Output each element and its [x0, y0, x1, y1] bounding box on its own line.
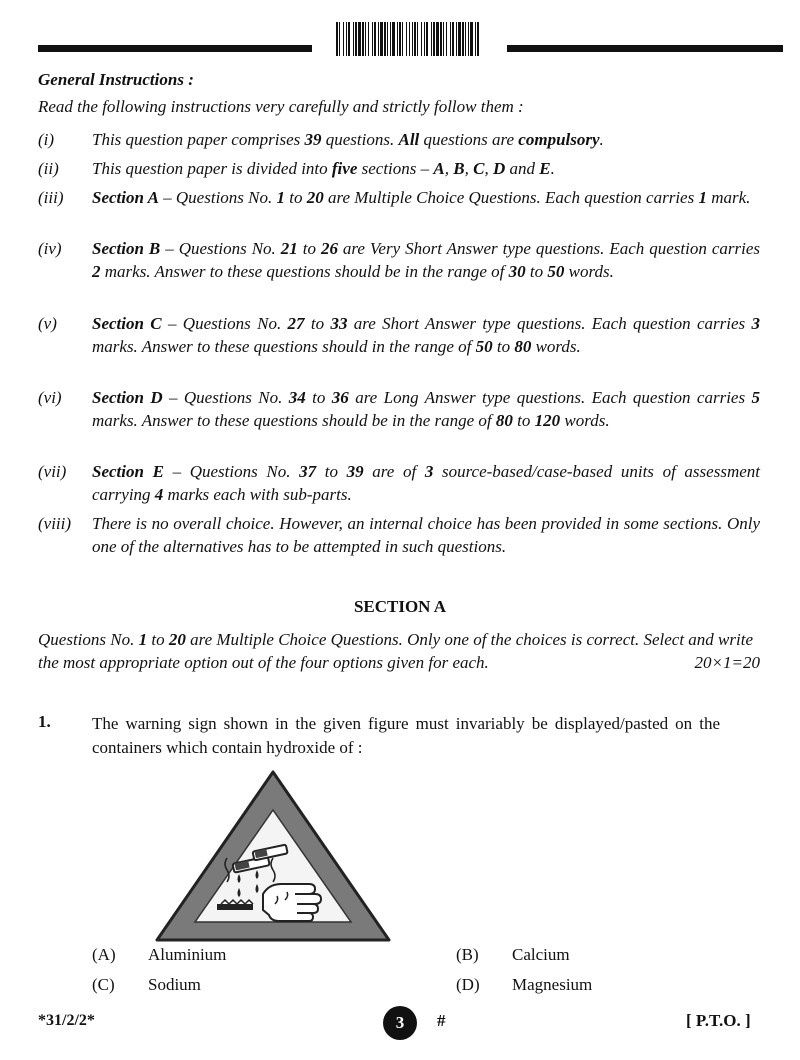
text-run: sections – [357, 159, 434, 178]
instruction-text [92, 128, 760, 151]
emphasis-text: E [539, 159, 551, 178]
text-run: , [464, 159, 474, 178]
text-run: are Very Short Answer type questions. Each question carries [337, 239, 760, 258]
barcode-bar [477, 22, 479, 56]
instruction-text [92, 186, 760, 209]
text-run: are of [363, 462, 425, 481]
emphasis-text: 2 [92, 262, 101, 281]
text-run: . [599, 130, 604, 149]
text-run: source-based/case-based units of assessment carrying [92, 462, 760, 504]
barcode-bar [414, 22, 416, 56]
emphasis-text: 21 [280, 239, 298, 258]
barcode-bar [346, 22, 347, 56]
emphasis-text: 20 [306, 188, 324, 207]
option-d [456, 975, 592, 995]
barcode-bar [417, 22, 418, 56]
option-label: (B) [456, 945, 479, 964]
text-run: are Short Answer type questions. Each question carries [347, 314, 752, 333]
barcode-bar [421, 22, 422, 56]
text-run: marks each with sub-parts. [163, 485, 352, 504]
emphasis-text: 80 [495, 411, 513, 430]
option-text: Aluminium [148, 945, 227, 964]
instruction-number: (vii) [38, 462, 67, 481]
emphasis-text: 30 [508, 262, 526, 281]
corrosive-hazard-icon [155, 770, 391, 942]
text-run: are Long Answer type questions. Each question carries [348, 388, 752, 407]
emphasis-text: 27 [287, 314, 305, 333]
option-c [92, 975, 201, 995]
pto-label: [ P.T.O. ] [686, 1011, 751, 1030]
barcode-bar [443, 22, 444, 56]
text-run: to [285, 188, 307, 207]
emphasis-text: 39 [346, 462, 364, 481]
emphasis-text: 36 [331, 388, 349, 407]
instructions-intro: Read the following instructions very carefully and strictly follow them : [38, 97, 524, 116]
barcode-bar [462, 22, 464, 56]
instruction-number: (iv) [38, 239, 62, 258]
text-run: There is no overall choice. However, an internal choice has been provided in some sections. Only one of the alternatives has to be attempted in such questions. [92, 514, 760, 556]
barcode-bar [409, 22, 410, 56]
option-text: Magnesium [512, 975, 593, 994]
text-run: – Questions No. [158, 188, 277, 207]
option-label: (C) [92, 975, 115, 994]
emphasis-text: 33 [330, 314, 348, 333]
emphasis-text: 50 [475, 337, 493, 356]
text-run: are Multiple Choice Questions. Only one of the choices is correct. Select and write the most appropriate option out of the four options given for each. [38, 630, 753, 672]
instruction-item [38, 512, 760, 558]
page-number-badge: 3 [383, 1006, 417, 1040]
emphasis-text: All [398, 130, 420, 149]
instruction-item [38, 186, 760, 209]
barcode-bar [475, 22, 476, 56]
text-run: and [505, 159, 540, 178]
emphasis-text: Section E [92, 462, 164, 481]
emphasis-text: Section D [92, 388, 163, 407]
option-text: Calcium [512, 945, 570, 964]
barcode-bar [458, 22, 461, 56]
instruction-item [38, 386, 760, 432]
barcode-bar [378, 22, 379, 56]
text-run: mark. [706, 188, 751, 207]
text-run: marks. Answer to these questions should be in the range of [100, 262, 509, 281]
barcode-bar [470, 22, 473, 56]
text-run: to [305, 388, 332, 407]
instruction-text [92, 312, 760, 358]
barcode-bar [446, 22, 447, 56]
emphasis-text: 39 [304, 130, 322, 149]
emphasis-text: A [433, 159, 445, 178]
emphasis-text: Section A [92, 188, 159, 207]
section-a-title: SECTION A [353, 597, 447, 616]
text-run: words. [564, 262, 614, 281]
text-run: are Multiple Choice Questions. Each question carries [323, 188, 699, 207]
question-number: 1. [38, 712, 51, 731]
barcode-bar [374, 22, 376, 56]
text-run: to [304, 314, 331, 333]
instructions-heading: General Instructions : [38, 70, 194, 89]
text-run: . [550, 159, 555, 178]
emphasis-text: 120 [534, 411, 561, 430]
section-a-marks: 20×1=20 [694, 653, 760, 672]
instruction-number: (ii) [38, 159, 59, 178]
hash-mark: # [437, 1011, 446, 1030]
barcode-bar [358, 22, 361, 56]
text-run: to [316, 462, 347, 481]
barcode-bar [390, 22, 391, 56]
barcode-bar [353, 22, 354, 56]
instruction-number: (vi) [38, 388, 62, 407]
emphasis-text: B [453, 159, 465, 178]
text-run: words. [531, 337, 581, 356]
text-run: to [147, 630, 169, 649]
text-run: to [525, 262, 548, 281]
text-run: – Questions No. [162, 388, 289, 407]
instruction-item [38, 312, 760, 358]
emphasis-text: 4 [154, 485, 164, 504]
header-rule-left [38, 45, 312, 52]
section-a-description [38, 628, 760, 674]
emphasis-text: compulsory [518, 130, 600, 149]
instruction-text [92, 386, 760, 432]
barcode-bar [452, 22, 454, 56]
emphasis-text: 3 [751, 314, 760, 333]
question-text: The warning sign shown in the given figure must invariably be displayed/pasted on the containers which contain hydroxide of : [92, 714, 720, 757]
emphasis-text: 26 [320, 239, 338, 258]
barcode-bar [426, 22, 428, 56]
emphasis-text: 3 [424, 462, 434, 481]
barcode-bar [380, 22, 383, 56]
barcode-bar [402, 22, 403, 56]
emphasis-text: 34 [288, 388, 306, 407]
emphasis-text: Section C [92, 314, 162, 333]
barcode-bar [436, 22, 439, 56]
text-run: questions. [321, 130, 399, 149]
section-a-text [38, 630, 753, 672]
barcode-bar [440, 22, 442, 56]
barcode-bar [343, 22, 344, 56]
option-b [456, 945, 570, 965]
option-a [92, 945, 226, 965]
instruction-text [92, 512, 760, 558]
barcode-bar [431, 22, 432, 56]
barcode-bar [424, 22, 425, 56]
barcode-bar [450, 22, 451, 56]
emphasis-text: 1 [698, 188, 707, 207]
barcode-bar [397, 22, 398, 56]
emphasis-text: five [331, 159, 358, 178]
text-run: to [297, 239, 321, 258]
text-run: to [512, 411, 535, 430]
barcode-bar [368, 22, 369, 56]
text-run: – Questions No. [160, 239, 281, 258]
text-run: , [444, 159, 454, 178]
instruction-text [92, 157, 760, 180]
barcode-bar [355, 22, 357, 56]
barcode-icon [336, 22, 480, 56]
barcode-bar [456, 22, 457, 56]
barcode-bar [387, 22, 388, 56]
instruction-number: (v) [38, 314, 57, 333]
barcode-bar [465, 22, 466, 56]
barcode-bar [348, 22, 350, 56]
barcode-bar [372, 22, 373, 56]
emphasis-text: Section B [92, 239, 161, 258]
emphasis-text: 5 [751, 388, 760, 407]
instruction-number: (i) [38, 130, 55, 149]
instruction-item [38, 460, 760, 506]
emphasis-text: D [492, 159, 506, 178]
instruction-text [92, 460, 760, 506]
barcode-bar [468, 22, 469, 56]
emphasis-text: 37 [299, 462, 317, 481]
instruction-item [38, 237, 760, 283]
emphasis-text: 1 [276, 188, 285, 207]
text-run: , [484, 159, 493, 178]
text-run: questions are [419, 130, 519, 149]
emphasis-text: 1 [138, 630, 148, 649]
header-rule-right [507, 45, 783, 52]
emphasis-text: 80 [514, 337, 532, 356]
instruction-item [38, 128, 760, 151]
barcode-bar [362, 22, 364, 56]
barcode-bar [339, 22, 340, 56]
emphasis-text: C [473, 159, 485, 178]
text-run: – Questions No. [161, 314, 288, 333]
barcode-bar [406, 22, 407, 56]
option-label: (D) [456, 975, 480, 994]
barcode-bar [365, 22, 366, 56]
text-run: to [492, 337, 515, 356]
emphasis-text: 50 [547, 262, 565, 281]
text-run: marks. Answer to these questions should be in the range of [92, 411, 496, 430]
instruction-number: (viii) [38, 514, 72, 533]
text-run: This question paper is divided into [92, 159, 332, 178]
text-run: words. [560, 411, 610, 430]
barcode-bar [384, 22, 386, 56]
text-run: This question paper comprises [92, 130, 305, 149]
paper-code: *31/2/2* [38, 1012, 95, 1029]
instruction-item [38, 157, 760, 180]
text-run: – Questions No. [163, 462, 300, 481]
barcode-bar [399, 22, 401, 56]
option-text: Sodium [148, 975, 201, 994]
barcode-bar [412, 22, 413, 56]
instruction-number: (iii) [38, 188, 64, 207]
instruction-text [92, 237, 760, 283]
text-run: marks. Answer to these questions should in the range of [92, 337, 476, 356]
barcode-bar [336, 22, 338, 56]
text-run: Questions No. [38, 630, 139, 649]
emphasis-text: 20 [168, 630, 186, 649]
barcode-bar [433, 22, 435, 56]
option-label: (A) [92, 945, 116, 964]
barcode-bar [392, 22, 395, 56]
